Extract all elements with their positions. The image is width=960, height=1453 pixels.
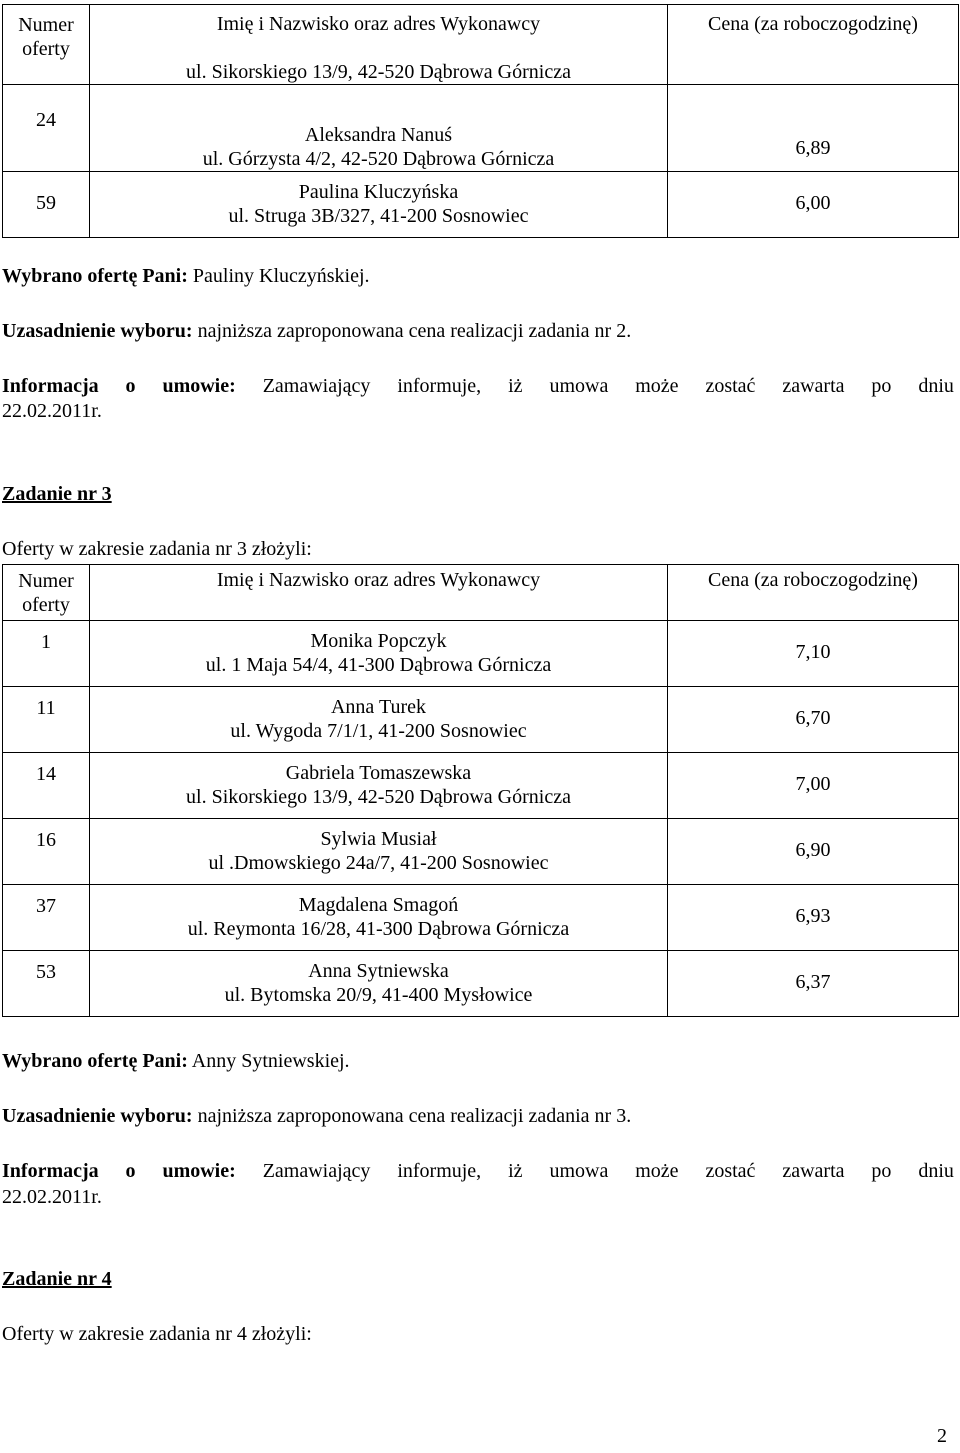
contractor-address: ul. Reymonta 16/28, 41-300 Dąbrowa Górnicza: [187, 918, 570, 940]
contract-date-task2: 22.02.2011r.: [2, 400, 102, 422]
offer-number: 59: [3, 172, 90, 238]
offer-number: 14: [3, 753, 90, 819]
contractor-name: Magdalena Smagoń: [298, 894, 459, 916]
table-row: [3, 85, 959, 172]
contract-info-task3: Informacja o umowie: Zamawiający informuje, iż umowa może zostać zawarta po dniu: [2, 1160, 954, 1182]
header-number: Numer oferty: [3, 565, 90, 621]
header-contractor: Imię i Nazwisko oraz adres Wykonawcy: [90, 565, 668, 621]
table-row: [3, 172, 959, 238]
offer-number: 24: [3, 85, 90, 172]
contractor-name: Anna Sytniewska: [308, 960, 449, 982]
header-price: Cena (za roboczogodzinę): [668, 565, 959, 621]
offer-price: 6,93: [668, 885, 959, 951]
offer-price: 6,00: [668, 172, 959, 238]
table-row: [3, 621, 959, 687]
offer-price: 7,10: [668, 621, 959, 687]
offer-number: 1: [3, 621, 90, 687]
task3-heading: Zadanie nr 3: [2, 483, 112, 505]
contractor-cell: [90, 885, 668, 951]
reason-task2: Uzasadnienie wyboru: najniższa zaproponowana cena realizacji zadania nr 2.: [2, 320, 632, 342]
contractor-address: ul .Dmowskiego 24a/7, 41-200 Sosnowiec: [208, 852, 549, 874]
offer-price: 6,37: [668, 951, 959, 1017]
table-row: [3, 819, 959, 885]
page-number: 2: [937, 1425, 947, 1447]
table-row: [3, 687, 959, 753]
header-number: Numer oferty: [3, 5, 90, 85]
table-row: [3, 885, 959, 951]
contract-date-task3: 22.02.2011r.: [2, 1186, 102, 1208]
contractor-address: ul. Wygoda 7/1/1, 41-200 Sosnowiec: [230, 720, 527, 742]
contractor-address: ul. Bytomska 20/9, 41-400 Mysłowice: [224, 984, 533, 1006]
offer-number: 37: [3, 885, 90, 951]
chosen-offer-task2: Wybrano ofertę Pani: Pauliny Kluczyńskiej.: [2, 265, 370, 287]
continuation-address: ul. Sikorskiego 13/9, 42-520 Dąbrowa Górnicza: [186, 61, 571, 83]
table-row: [3, 951, 959, 1017]
contractor-address: ul. 1 Maja 54/4, 41-300 Dąbrowa Górnicza: [205, 654, 552, 676]
task3-intro: Oferty w zakresie zadania nr 3 złożyli:: [2, 538, 312, 560]
reason-task3: Uzasadnienie wyboru: najniższa zaproponowana cena realizacji zadania nr 3.: [2, 1105, 632, 1127]
contractor-name: Anna Turek: [330, 696, 426, 718]
contractor-address: ul. Górzysta 4/2, 42-520 Dąbrowa Górnicza: [202, 148, 555, 170]
offer-price: 6,90: [668, 819, 959, 885]
table-row: [3, 753, 959, 819]
offer-number: 11: [3, 687, 90, 753]
offer-number: 53: [3, 951, 90, 1017]
contractor-cell: [90, 951, 668, 1017]
offer-number: 16: [3, 819, 90, 885]
offers-table-task3: [2, 564, 959, 1017]
contractor-cell: [90, 621, 668, 687]
offer-price: 6,70: [668, 687, 959, 753]
contractor-name: Monika Popczyk: [310, 630, 447, 652]
contractor-name: Gabriela Tomaszewska: [285, 762, 472, 784]
table-header-row: [3, 5, 959, 85]
contractor-cell: [90, 753, 668, 819]
contract-info-task2: Informacja o umowie: Zamawiający informuje, iż umowa może zostać zawarta po dniu: [2, 375, 954, 397]
contractor-cell: [90, 687, 668, 753]
contractor-address: ul. Struga 3B/327, 41-200 Sosnowiec: [228, 205, 529, 227]
contractor-address: ul. Sikorskiego 13/9, 42-520 Dąbrowa Górnicza: [186, 786, 571, 808]
contractor-name: Aleksandra Nanuś: [304, 124, 453, 146]
offer-price: 7,00: [668, 753, 959, 819]
contractor-name: Paulina Kluczyńska: [298, 181, 459, 203]
offers-table-task2: [2, 4, 959, 238]
header-price: Cena (za roboczogodzinę): [668, 5, 959, 85]
offer-price: 6,89: [668, 85, 959, 172]
chosen-offer-task3: Wybrano ofertę Pani: Anny Sytniewskiej.: [2, 1050, 350, 1072]
header-contractor: Imię i Nazwisko oraz adres Wykonawcy ul. Sikorskiego 13/9, 42-520 Dąbrowa Górnicza: [90, 5, 668, 85]
table-header-row: [3, 565, 959, 621]
task4-heading: Zadanie nr 4: [2, 1268, 112, 1290]
task4-intro: Oferty w zakresie zadania nr 4 złożyli:: [2, 1323, 312, 1345]
contractor-name: Sylwia Musiał: [320, 828, 437, 850]
contractor-cell: [90, 172, 668, 238]
contractor-cell: [90, 85, 668, 172]
contractor-cell: [90, 819, 668, 885]
